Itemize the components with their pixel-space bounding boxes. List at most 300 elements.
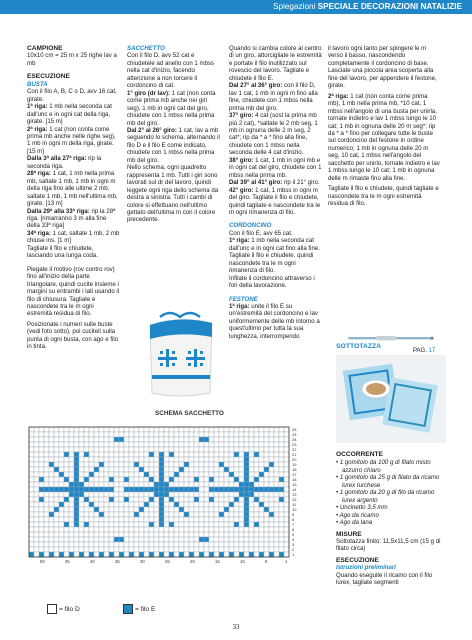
chart-cell [99,522,104,527]
chart-cell [199,442,204,447]
chart-cell [189,447,194,452]
chart-cell [89,427,94,432]
g42-text: 1 cat, 1 mbss in ogni m del giro. Tagliate il filo e chiudete, quindi tagliate e nascondete tra le m ogni rimanenza di filo. [229,186,321,216]
busta-intro: Con il filo A, B, C o D, avv 16 cat, girate. [27,88,117,103]
chart-y-tick: 5 [292,532,295,537]
chart-cell [139,542,144,547]
chart-cell [134,482,139,487]
chart-cell [34,427,39,432]
chart-cell [134,467,139,472]
chart-cell [244,507,249,512]
chart-cell [84,462,89,467]
chart-cell [169,487,174,492]
c1-text: 1 mb nella seconda cat dall'unc e in ogni cat fino alla fine. Tagliate il filo e chiudete, quindi nascondete tra le m ogni rimanenza di filo. [229,237,320,275]
chart-cell [59,432,64,437]
chart-cell [154,427,159,432]
chart-cell [49,547,54,552]
chart-cell [219,507,224,512]
chart-cell [89,507,94,512]
g2-text: 1 cat, lav a mb seguendo lo schema, alternando il filo D e il filo E come indicato, chiudete con 1 mbss nella prima mb del giro. [127,126,220,164]
chart-cell [64,492,69,497]
chart-cell [164,497,169,502]
chart-cell [54,427,59,432]
chart-cell [149,532,154,537]
chart-cell [169,437,174,442]
chart-cell [249,452,254,457]
chart-cell [279,452,284,457]
chart-cell [194,492,199,497]
chart-cell [109,552,114,557]
chart-cell [39,522,44,527]
chart-cell [184,477,189,482]
chart-cell [244,452,249,457]
chart-cell [89,527,94,532]
chart-cell [269,502,274,507]
chart-cell [259,432,264,437]
chart-cell [99,447,104,452]
chart-cell [284,532,289,537]
chart-cell [274,427,279,432]
chart-cell [59,552,64,557]
chart-cell [179,482,184,487]
chart-cell [84,437,89,442]
chart-cell [144,522,149,527]
chart-cell [234,462,239,467]
chart-cell [64,502,69,507]
chart-cell [234,442,239,447]
chart-cell [69,547,74,552]
legend-filo-d [47,604,80,614]
chart-cell [34,477,39,482]
chart-cell [34,467,39,472]
chart-cell [44,492,49,497]
chart-cell [184,552,189,557]
chart-cell [89,447,94,452]
chart-y-tick: 11 [292,502,297,507]
esecuzione-heading: ESECUZIONE [27,73,70,81]
sottotazza-text [336,451,448,590]
chart-cell [129,482,134,487]
chart-cell [164,547,169,552]
chart-cell [54,522,59,527]
chart-cell [254,547,259,552]
chart-cell [129,462,134,467]
chart-cell [69,527,74,532]
chart-cell [44,532,49,537]
chart-cell [274,502,279,507]
chart-cell [94,532,99,537]
chart-cell [134,452,139,457]
g27-text: con il filo D, lav 1 cat, 1 mb in ogni m fino alla fine, chiudete con 1 mbss nella prima mb del giro. [229,82,318,112]
chart-cell [154,432,159,437]
chart-cell [194,462,199,467]
chart-cell [59,507,64,512]
chart-cell [179,442,184,447]
chart-cell [129,492,134,497]
chart-cell [54,467,59,472]
chart-cell [174,522,179,527]
chart-cell [264,452,269,457]
chart-cell [264,472,269,477]
chart-cell [109,427,114,432]
chart-cell [139,442,144,447]
chart-y-tick: 7 [292,522,295,527]
chart-cell [94,447,99,452]
chart-cell [209,437,214,442]
chart-cell [264,427,269,432]
chart-cell [104,497,109,502]
chart-cell [94,427,99,432]
chart-cell [209,442,214,447]
chart-cell [119,467,124,472]
chart-cell [224,472,229,477]
chart-cell [114,452,119,457]
chart-cell [34,532,39,537]
chart-cell [214,492,219,497]
chart-cell [129,427,134,432]
g1-label: 1° giro (dr lav): [127,89,171,97]
chart-cell [79,452,84,457]
chart-cell [44,457,49,462]
r34-text: 1 cat, saltate 1 mb, 2 mb chiuse ins. [1 m] [27,229,120,245]
chart-cell [109,517,114,522]
chart-cell [149,432,154,437]
chart-cell [209,512,214,517]
chart-cell [254,482,259,487]
chart-cell [54,432,59,437]
chart-cell [34,432,39,437]
chart-cell [134,542,139,547]
chart-cell [239,552,244,557]
chart-cell [99,502,104,507]
chart-cell [189,472,194,477]
chart-cell [119,547,124,552]
chart-cell [174,437,179,442]
chart-cell [34,452,39,457]
chart-cell [244,427,249,432]
chart-y-tick: 24 [292,437,297,442]
chart-cell [179,492,184,497]
chart-cell [89,457,94,462]
chart-cell [94,467,99,472]
chart-cell [184,542,189,547]
chart-cell [39,542,44,547]
chart-cell [164,447,169,452]
chart-cell [179,452,184,457]
chart-cell [209,427,214,432]
chart-cell [214,532,219,537]
chart-cell [239,462,244,467]
chart-cell [224,502,229,507]
chart-cell [204,492,209,497]
chart-cell [249,497,254,502]
chart-cell [164,437,169,442]
chart-cell [254,522,259,527]
chart-cell [134,522,139,527]
chart-cell [244,547,249,552]
chart-cell [144,537,149,542]
chart-cell [149,537,154,542]
chart-cell [209,467,214,472]
chart-cell [224,497,229,502]
chart-cell [99,492,104,497]
chart-cell [59,532,64,537]
chart-cell [159,482,164,487]
chart-cell [74,452,79,457]
chart-cell [69,432,74,437]
chart-cell [239,517,244,522]
r2-label: 2ª riga: [27,125,48,133]
page-header [0,0,472,14]
chart-cell [224,467,229,472]
festone-finish: Tagliate il filo e chiudete, quindi tagliate e nascondete tra le m ogni estremità residua di filo. [328,185,439,208]
chart-cell [129,477,134,482]
chart-cell [179,552,184,557]
chart-cell [259,437,264,442]
chart-cell [124,462,129,467]
g37-text: 4 cat (sost la prima mb più 2 cat), *saltate le 2 mb seg, 1 mb in ognuna delle 2 m seg, 2 cat*; rip da * a * fino alla fine, chiudete con 1 mbss nella seconda delle 4 cat d'inizio. [229,112,318,157]
chart-cell [199,492,204,497]
chart-cell [164,487,169,492]
chart-cell [214,507,219,512]
chart-cell [269,462,274,467]
chart-cell [234,532,239,537]
chart-cell [269,522,274,527]
chart-cell [179,502,184,507]
chart-cell [199,437,204,442]
chart-cell [44,452,49,457]
chart-cell [219,487,224,492]
chart-cell [44,442,49,447]
cordoncino-finish: Infilate il cordoncino attraverso i fori della lavorazione. [229,274,315,290]
chart-cell [229,482,234,487]
chart-cell [29,537,34,542]
chart-cell [259,492,264,497]
chart-y-tick: 18 [292,467,297,472]
chart-cell [94,457,99,462]
chart-cell [89,522,94,527]
chart-cell [174,507,179,512]
chart-cell [94,547,99,552]
chart-cell [69,482,74,487]
chart-cell [144,442,149,447]
chart-cell [39,442,44,447]
chart-cell [64,452,69,457]
chart-cell [179,522,184,527]
chart-cell [279,507,284,512]
chart-cell [69,512,74,517]
chart-cell [114,537,119,542]
chart-cell [54,547,59,552]
chart-cell [139,532,144,537]
chart-cell [114,482,119,487]
chart-cell [239,467,244,472]
chart-cell [79,472,84,477]
chart-cell [49,552,54,557]
chart-cell [249,442,254,447]
chart-cell [244,437,249,442]
chart-cell [164,457,169,462]
chart-cell [214,442,219,447]
chart-cell [74,457,79,462]
chart-cell [219,532,224,537]
chart-y-tick: 2 [292,547,295,552]
chart-cell [104,552,109,557]
chart-cell [154,447,159,452]
chart-cell [149,547,154,552]
chart-cell [274,462,279,467]
chart-cell [194,437,199,442]
chart-cell [269,552,274,557]
chart-cell [269,482,274,487]
chart-cell [144,452,149,457]
chart-cell [194,507,199,512]
chart-cell [209,457,214,462]
chart-cell [144,547,149,552]
chart-cell [34,482,39,487]
chart-cell [164,432,169,437]
chart-cell [49,477,54,482]
r3-label: Dalla 3ª alla 27ª riga: [27,155,87,163]
chart-cell [274,552,279,557]
chart-cell [169,432,174,437]
chart-cell [59,502,64,507]
chart-cell [79,447,84,452]
chart-cell [194,452,199,457]
chart-cell [229,447,234,452]
chart-cell [284,437,289,442]
chart-cell [74,542,79,547]
chart-cell [189,477,194,482]
chart-cell [79,522,84,527]
chart-cell [154,527,159,532]
chart-cell [134,512,139,517]
chart-cell [54,532,59,537]
chart-cell [119,472,124,477]
chart-cell [244,457,249,462]
chart-cell [174,547,179,552]
chart-cell [134,517,139,522]
chart-cell [59,457,64,462]
chart-cell [264,482,269,487]
chart-y-tick: 8 [292,517,295,522]
chart-cell [39,487,44,492]
cordoncino-intro: Con il filo E, avv 65 cat. [229,229,293,237]
chart-cell [274,457,279,462]
chart-cell [259,477,264,482]
chart-cell [264,512,269,517]
chart-cell [119,462,124,467]
chart-cell [269,537,274,542]
chart-cell [74,487,79,492]
chart-cell [239,432,244,437]
column-2 [127,45,220,227]
chart-cell [224,542,229,547]
chart-cell [104,532,109,537]
chart-cell [149,507,154,512]
chart-cell [29,547,34,552]
chart-cell [89,532,94,537]
chart-cell [174,542,179,547]
chart-cell [209,462,214,467]
chart-cell [94,482,99,487]
chart-cell [199,547,204,552]
chart-cell [259,457,264,462]
chart-cell [119,537,124,542]
busta-numbers: Posizionate i numeri sulle buste (vedi foto sotto), poi cuciteli sulla punta di ogni busta, con ago e filo in tinta. [27,320,119,351]
chart-cell [64,507,69,512]
chart-cell [209,537,214,542]
chart-cell [109,462,114,467]
chart-cell [89,542,94,547]
chart-cell [119,517,124,522]
chart-cell [214,452,219,457]
chart-cell [74,517,79,522]
chart-cell [99,432,104,437]
chart-cell [109,542,114,547]
chart-cell [84,547,89,552]
chart-cell [284,552,289,557]
chart-cell [54,447,59,452]
chart-cell [214,547,219,552]
chart-cell [234,437,239,442]
chart-cell [264,537,269,542]
chart-cell [184,442,189,447]
sacchetto-heading: SACCHETTO [127,45,165,52]
chart-cell [264,522,269,527]
chart-cell [274,482,279,487]
chart-cell [204,537,209,542]
chart-cell [269,447,274,452]
chart-cell [184,487,189,492]
chart-cell [279,512,284,517]
chart-cell [239,527,244,532]
chart-cell [129,457,134,462]
chart-cell [234,452,239,457]
chart-cell [69,537,74,542]
chart-cell [64,552,69,557]
chart-cell [29,497,34,502]
chart-cell [174,492,179,497]
chart-cell [199,497,204,502]
chart-cell [169,447,174,452]
chart-cell [99,527,104,532]
chart-cell [254,462,259,467]
chart-cell [159,507,164,512]
chart-cell [224,512,229,517]
chart-cell [189,462,194,467]
chart-cell [209,527,214,532]
g39-text: rip il 21° giro. [282,179,320,187]
chart-cell [159,527,164,532]
chart-cell [64,427,69,432]
chart-cell [79,502,84,507]
chart-cell [194,522,199,527]
chart-cell [144,457,149,462]
chart-cell [139,427,144,432]
chart-cell [124,472,129,477]
chart-cell [169,442,174,447]
chart-cell [94,462,99,467]
chart-cell [134,437,139,442]
chart-cell [69,467,74,472]
chart-cell [79,467,84,472]
chart-cell [74,547,79,552]
chart-cell [169,427,174,432]
chart-cell [234,427,239,432]
chart-cell [214,457,219,462]
chart-cell [194,547,199,552]
